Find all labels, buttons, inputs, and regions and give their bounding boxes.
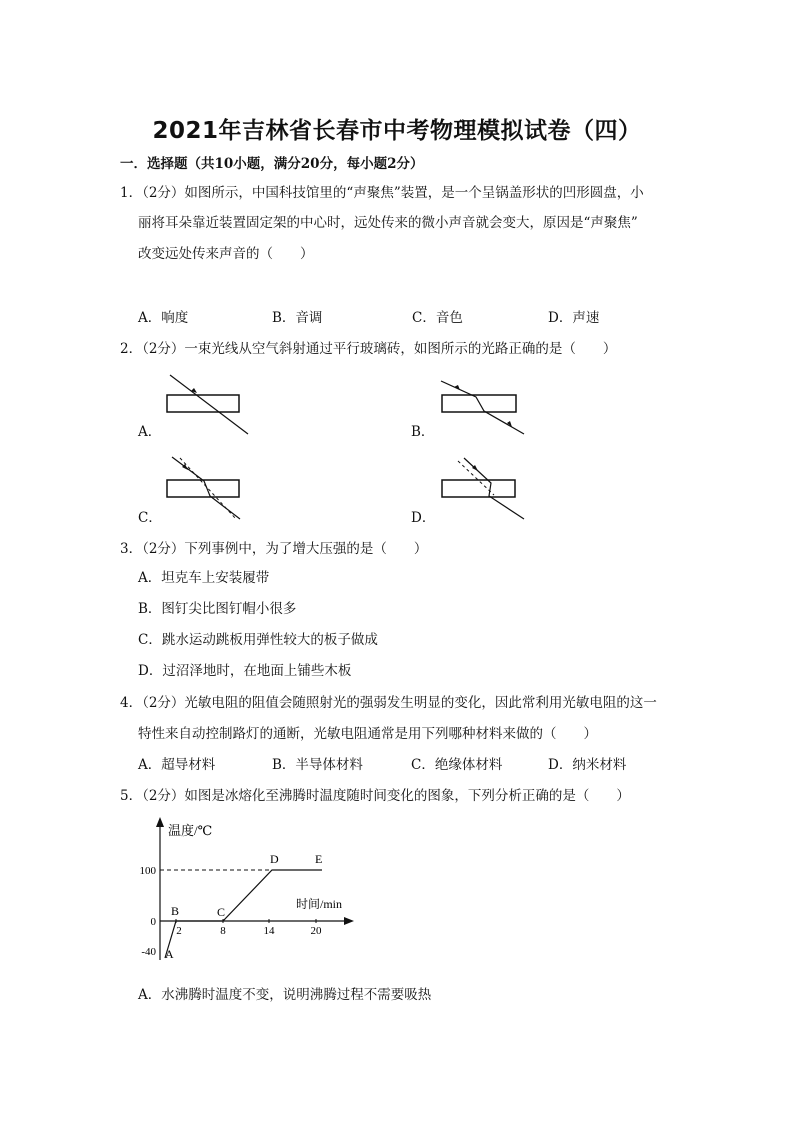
question-1-line-3: 改变远处传来声音的（ ）: [138, 246, 314, 262]
page-title: 2021年吉林省长春市中考物理模拟试卷（四）: [152, 118, 642, 144]
dashed-reference-line: [458, 461, 494, 495]
question-5-line-1: 5．（2分）如图是冰熔化至沸腾时温度随时间变化的图象，下列分析正确的是（ ）: [120, 788, 630, 804]
question-4-line-1: 4．（2分）光敏电阻的阻值会随照射光的强弱发生明显的变化，因此常利用光敏电阻的这一: [120, 695, 657, 711]
question-1-option-b[interactable]: B．音调: [272, 310, 323, 326]
point-label-c: C: [217, 905, 226, 919]
y-tick-label: 100: [139, 865, 156, 877]
question-4-option-d[interactable]: D．纳米材料: [548, 757, 627, 773]
point-label-e: E: [315, 852, 323, 866]
point-label-d: D: [270, 852, 279, 866]
question-3-option-a[interactable]: A．坦克车上安装履带: [138, 570, 270, 586]
question-1-option-c[interactable]: C．音色: [412, 310, 463, 326]
light-ray: [170, 375, 248, 434]
temperature-time-graph: [132, 815, 362, 965]
point-label-a: A: [165, 947, 174, 961]
question-1-option-a[interactable]: A．响度: [138, 310, 189, 326]
temperature-curve: [165, 870, 322, 958]
question-2-option-b[interactable]: B．: [411, 424, 435, 440]
question-3-line-1: 3．（2分）下列事例中，为了增大压强的是（ ）: [120, 541, 428, 557]
question-1-line-1: 1．（2分）如图所示，中国科技馆里的“声聚焦”装置，是一个呈锅盖形状的凹形圆盘，小: [120, 185, 644, 201]
question-3-option-c[interactable]: C．跳水运动跳板用弹性较大的板子做成: [138, 632, 378, 648]
question-4-option-a[interactable]: A．超导材料: [138, 757, 216, 773]
glass-brick: [167, 395, 239, 412]
question-3-option-d[interactable]: D．过沼泽地时，在地面上铺些木板: [138, 663, 352, 679]
question-5-option-a[interactable]: A．水沸腾时温度不变，说明沸腾过程不需要吸热: [138, 987, 432, 1003]
light-path-figure-b: [436, 378, 536, 438]
light-path-figure-a: [160, 372, 260, 437]
x-tick-label: 14: [263, 925, 275, 937]
glass-brick: [442, 480, 515, 497]
question-3-option-b[interactable]: B．图钉尖比图钉帽小很多: [138, 601, 297, 617]
light-path-figure-c: [160, 455, 260, 521]
question-4-line-2: 特性来自动控制路灯的通断，光敏电阻通常是用下列哪种材料来做的（ ）: [138, 726, 597, 742]
glass-brick: [442, 395, 516, 412]
y-axis-label: 温度/℃: [168, 823, 213, 838]
x-axis-label: 时间/min: [296, 897, 343, 911]
question-2-option-d[interactable]: D．: [411, 510, 436, 526]
x-tick-label: 2: [176, 925, 182, 937]
y-tick-label: 0: [150, 916, 156, 928]
light-path-figure-d: [436, 455, 536, 521]
question-4-option-c[interactable]: C．绝缘体材料: [411, 757, 503, 773]
x-tick-label: 8: [220, 925, 226, 937]
section-heading: 一．选择题（共10小题，满分20分，每小题2分）: [120, 156, 424, 172]
light-ray: [172, 457, 240, 519]
point-label-b: B: [171, 904, 180, 918]
glass-brick: [167, 480, 239, 497]
x-tick-label: 20: [310, 925, 322, 937]
question-4-option-b[interactable]: B．半导体材料: [272, 757, 363, 773]
y-tick-label: -40: [141, 946, 156, 958]
question-1-line-2: 丽将耳朵靠近装置固定架的中心时，远处传来的微小声音就会变大，原因是“声聚焦”: [138, 215, 638, 231]
arrow-icon: [156, 817, 164, 827]
question-1-option-d[interactable]: D．声速: [548, 310, 600, 326]
question-2-line-1: 2．（2分）一束光线从空气斜射通过平行玻璃砖，如图所示的光路正确的是（ ）: [120, 341, 617, 357]
question-2-option-c[interactable]: C．: [138, 510, 162, 526]
question-2-option-a[interactable]: A．: [138, 424, 162, 440]
arrow-icon: [344, 917, 354, 925]
